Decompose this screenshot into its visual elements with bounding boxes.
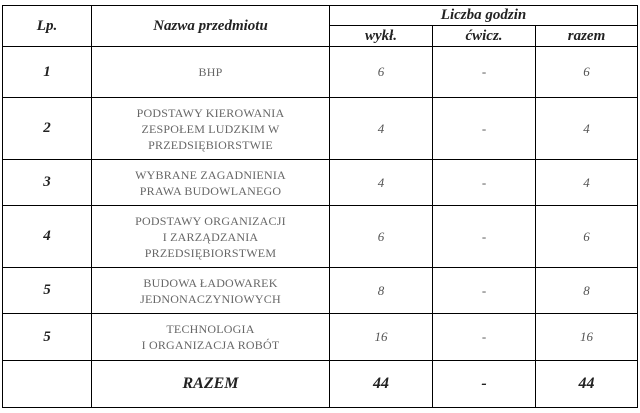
row-total: 6 bbox=[536, 206, 638, 268]
table-row bbox=[3, 206, 638, 268]
subject-name-line: I ZARZĄDZANIA bbox=[162, 229, 259, 244]
header-lp: Lp. bbox=[3, 6, 92, 47]
row-lp: 1 bbox=[3, 47, 92, 98]
subject-name-line: PRAWA BUDOWLANEGO bbox=[139, 183, 282, 198]
row-subject-name bbox=[92, 268, 330, 314]
sum-total: 44 bbox=[536, 361, 638, 408]
subject-name-line: BHP bbox=[198, 65, 223, 79]
subject-name-line: PRZEDSIĘBIORSTWEM bbox=[144, 245, 277, 260]
row-lecture: 4 bbox=[330, 98, 433, 160]
row-exercise: - bbox=[433, 314, 536, 361]
table-row bbox=[3, 160, 638, 206]
course-hours-table bbox=[2, 5, 638, 408]
row-exercise: - bbox=[433, 98, 536, 160]
row-exercise: - bbox=[433, 206, 536, 268]
subject-name-line: PODSTAWY ORGANIZACJI bbox=[135, 213, 286, 228]
table-row bbox=[3, 314, 638, 361]
row-subject-name bbox=[92, 160, 330, 206]
row-exercise: - bbox=[433, 160, 536, 206]
row-total: 16 bbox=[536, 314, 638, 361]
row-lp: 5 bbox=[3, 314, 92, 361]
header-total: razem bbox=[536, 26, 638, 47]
sum-exercise: - bbox=[433, 361, 536, 408]
row-subject-name bbox=[92, 314, 330, 361]
header-exercise: ćwicz. bbox=[433, 26, 536, 47]
subject-name-line: JEDNONACZYNIOWYCH bbox=[140, 291, 281, 306]
row-lecture: 16 bbox=[330, 314, 433, 361]
table-row bbox=[3, 98, 638, 160]
row-lp: 4 bbox=[3, 206, 92, 268]
subject-name-line: WYBRANE ZAGADNIENIA bbox=[135, 167, 286, 182]
row-total: 4 bbox=[536, 160, 638, 206]
table-body bbox=[3, 47, 638, 361]
cropped-text-below bbox=[0, 406, 640, 413]
row-lecture: 6 bbox=[330, 206, 433, 268]
table-row bbox=[3, 47, 638, 98]
row-lecture: 6 bbox=[330, 47, 433, 98]
sum-lecture: 44 bbox=[330, 361, 433, 408]
row-total: 8 bbox=[536, 268, 638, 314]
row-subject-name bbox=[92, 206, 330, 268]
subject-name-line: ZESPOŁEM LUDZKIM W bbox=[141, 121, 280, 136]
row-total: 6 bbox=[536, 47, 638, 98]
row-total: 4 bbox=[536, 98, 638, 160]
row-lp: 5 bbox=[3, 268, 92, 314]
row-subject-name bbox=[92, 98, 330, 160]
subject-name-line: PRZEDSIĘBIORSTWIE bbox=[148, 137, 273, 152]
subject-name-line: BUDOWA ŁADOWAREK bbox=[143, 275, 278, 290]
subject-name-line: TECHNOLOGIA bbox=[166, 322, 255, 336]
row-subject-name bbox=[92, 47, 330, 98]
row-lp: 2 bbox=[3, 98, 92, 160]
sum-label: RAZEM bbox=[92, 361, 330, 408]
header-subject: Nazwa przedmiotu bbox=[92, 6, 330, 47]
row-exercise: - bbox=[433, 47, 536, 98]
row-lecture: 8 bbox=[330, 268, 433, 314]
header-hours: Liczba godzin bbox=[330, 6, 638, 26]
sum-lp-cell bbox=[3, 361, 92, 408]
subject-name-line: PODSTAWY KIEROWANIA bbox=[136, 105, 285, 120]
header-lecture: wykł. bbox=[330, 26, 433, 47]
subject-name-line: I ORGANIZACJA ROBÓT bbox=[141, 338, 280, 352]
row-lecture: 4 bbox=[330, 160, 433, 206]
row-exercise: - bbox=[433, 268, 536, 314]
row-lp: 3 bbox=[3, 160, 92, 206]
table-row bbox=[3, 268, 638, 314]
sum-row bbox=[3, 361, 638, 408]
